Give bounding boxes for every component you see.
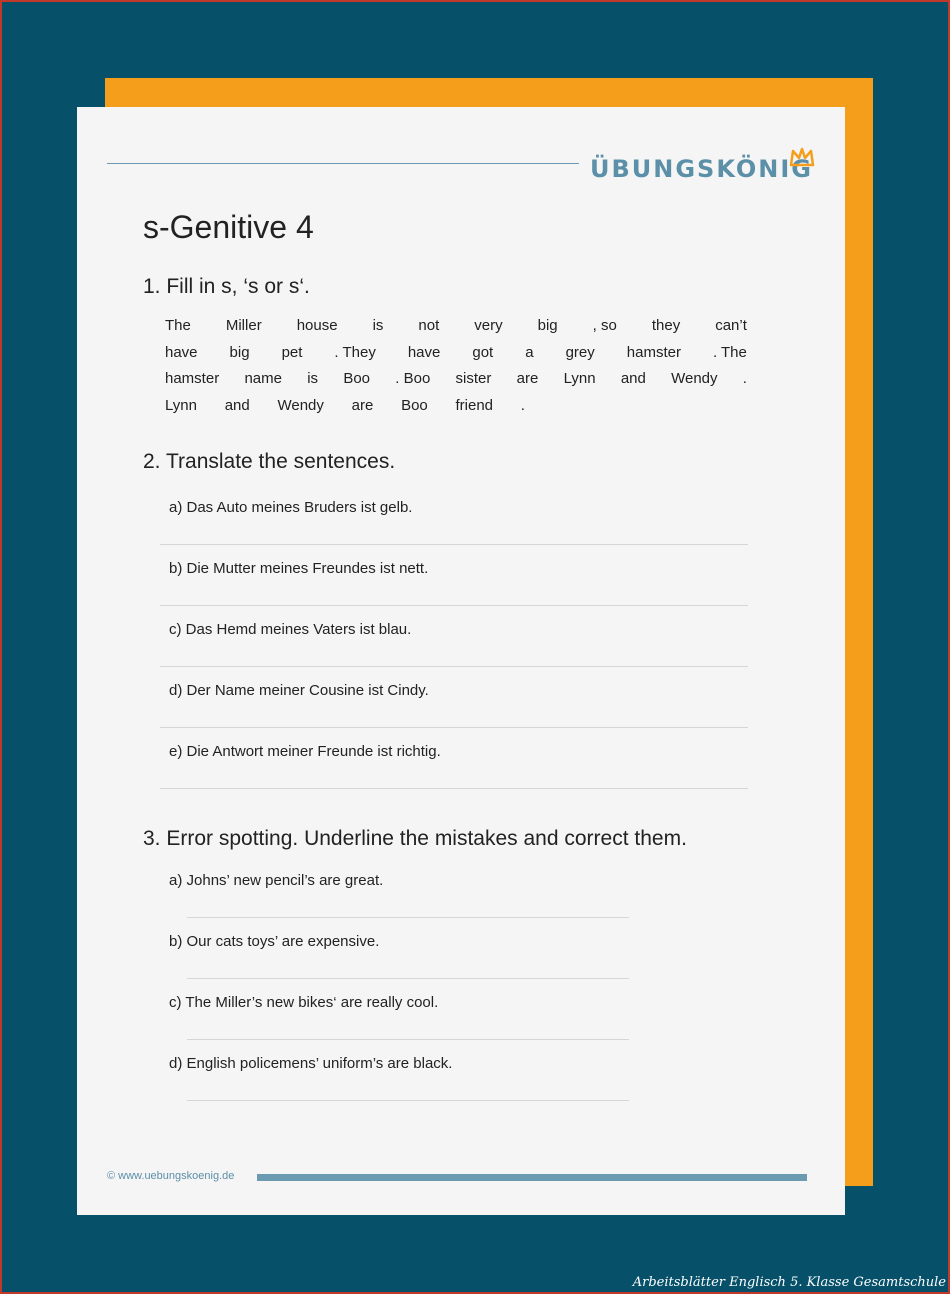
- section-2-heading: 2. Translate the sentences.: [143, 450, 396, 473]
- answer-line[interactable]: [160, 727, 748, 728]
- word: Miller: [225, 317, 262, 334]
- footer-bar: [257, 1174, 807, 1181]
- error-prompt-a: a) Johns’ new pencil’s are great.: [169, 872, 384, 889]
- word: house: [296, 317, 338, 334]
- word: not: [418, 317, 440, 334]
- word: is: [372, 317, 384, 334]
- fill-line: [165, 313, 747, 340]
- translate-prompt-d: d) Der Name meiner Cousine ist Cindy.: [169, 682, 429, 699]
- translate-prompt-a: a) Das Auto meines Bruders ist gelb.: [169, 499, 413, 516]
- image-caption: Arbeitsblätter Englisch 5. Klasse Gesamtschule: [632, 1275, 946, 1290]
- fill-line: [165, 393, 525, 420]
- answer-line[interactable]: [187, 1100, 629, 1101]
- word: Boo: [343, 370, 371, 387]
- word: .: [520, 396, 525, 414]
- word: big: [537, 317, 558, 334]
- word: have: [165, 343, 198, 361]
- answer-line[interactable]: [187, 978, 629, 979]
- error-prompt-b: b) Our cats toys’ are expensive.: [169, 933, 380, 950]
- word: . The: [712, 343, 747, 361]
- word: Boo: [401, 396, 428, 414]
- word: . They: [334, 343, 376, 361]
- word: grey: [565, 343, 595, 361]
- answer-line[interactable]: [160, 544, 748, 545]
- word: Wendy: [277, 396, 324, 414]
- worksheet: [77, 107, 845, 1215]
- word: friend: [455, 396, 494, 414]
- word: and: [224, 396, 250, 414]
- word: and: [620, 370, 646, 387]
- translate-prompt-b: b) Die Mutter meines Freundes ist nett.: [169, 560, 429, 577]
- word: a: [525, 343, 534, 361]
- answer-line[interactable]: [160, 666, 748, 667]
- word: hamster: [165, 370, 220, 387]
- answer-line[interactable]: [187, 1039, 629, 1040]
- brand-logo-text: ÜBUNGSKÖNIG: [590, 155, 813, 183]
- word: .: [742, 370, 747, 387]
- answer-line[interactable]: [160, 788, 748, 789]
- word: Lynn: [165, 396, 197, 414]
- fill-line: [165, 366, 747, 393]
- word: are: [516, 370, 539, 387]
- error-prompt-c: c) The Miller’s new bikes‘ are really cool.: [169, 994, 439, 1011]
- footer-url[interactable]: © www.uebungskoenig.de: [107, 1170, 235, 1182]
- word: name: [244, 370, 282, 387]
- word: Wendy: [671, 370, 718, 387]
- word: big: [229, 343, 250, 361]
- word: have: [407, 343, 441, 361]
- word: pet: [281, 343, 303, 361]
- word: sister: [455, 370, 492, 387]
- header-rule: [107, 163, 579, 164]
- word: very: [474, 317, 503, 334]
- fill-in-text: [165, 313, 747, 419]
- worksheet-title: s-Genitive 4: [143, 209, 314, 245]
- word: they: [651, 317, 681, 334]
- word: Lynn: [563, 370, 596, 387]
- section-1-heading: 1. Fill in s, ‘s or s‘.: [143, 275, 310, 298]
- translate-prompt-e: e) Die Antwort meiner Freunde ist richtig.: [169, 743, 441, 760]
- word: can’t: [715, 317, 747, 334]
- word: . Boo: [395, 370, 431, 387]
- answer-line[interactable]: [160, 605, 748, 606]
- word: , so: [592, 317, 617, 334]
- word: are: [351, 396, 374, 414]
- word: is: [307, 370, 319, 387]
- word: hamster: [626, 343, 681, 361]
- word: got: [472, 343, 494, 361]
- error-prompt-d: d) English policemens’ uniform’s are black.: [169, 1055, 453, 1072]
- answer-line[interactable]: [187, 917, 629, 918]
- fill-line: [165, 340, 747, 367]
- section-3-heading: 3. Error spotting. Underline the mistakes and correct them.: [143, 827, 687, 850]
- word: The: [165, 317, 191, 334]
- translate-prompt-c: c) Das Hemd meines Vaters ist blau.: [169, 621, 412, 638]
- crown-icon: [789, 147, 815, 167]
